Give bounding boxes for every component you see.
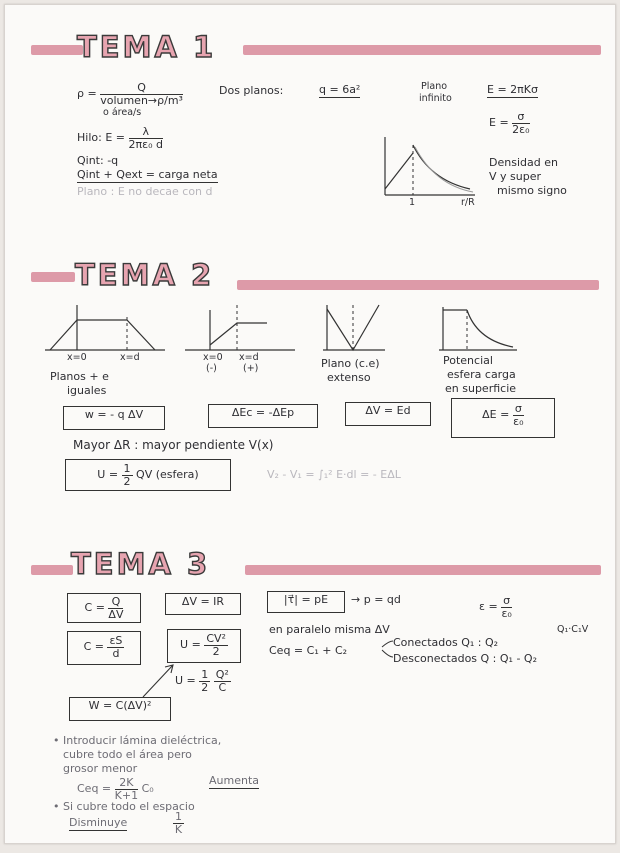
rho-formula: ρ = $\frac{Q}{\text{volumen→ρ/m³}}$ xyxy=(77,81,183,107)
g1-left-label: x=0 xyxy=(67,352,87,363)
g1-right-label: x=d xyxy=(120,352,140,363)
graph-axis-label: r/R xyxy=(461,197,475,208)
formula-box-c2: C = $\frac{\varepsilon S}{d}$ xyxy=(67,631,141,665)
formula-box-w-c: W = C(ΔV)² xyxy=(69,697,171,721)
qv-note: Q₁·C₁V xyxy=(557,624,589,635)
formula-box-ohm: ΔV = IR xyxy=(165,593,241,615)
formula-box-u: U = $\frac{1}{2}$ QV (esfera) xyxy=(65,459,231,491)
potencial-label-1: Potencial xyxy=(443,354,493,367)
hilo-formula: Hilo: E = $\frac{\lambda}{\text{2πε₀ d}}$ xyxy=(77,125,163,151)
tema2-title: TEMA 2 xyxy=(75,258,215,292)
dipole-arrow-text: → p = qd xyxy=(351,593,401,606)
disminuye-fraction: $\frac{1}{K}$ xyxy=(174,810,183,836)
e-sigma-formula: E = $\frac{\sigma}{\text{2ε₀}}$ xyxy=(489,110,530,136)
densidad-line-2: V y super xyxy=(489,170,542,183)
bullet1-line-2: cubre todo el área pero xyxy=(63,748,192,761)
desconectados-text: Desconectados Q : Q₁ - Q₂ xyxy=(393,652,537,665)
v2-v1-faint: V₂ - V₁ = ∫₁² E·dl = - EΔL xyxy=(267,468,401,481)
formula-box-w: w = - q ΔV xyxy=(63,406,165,430)
paralelo-text: en paralelo misma ΔV xyxy=(269,623,390,636)
notes-page xyxy=(4,4,616,844)
plano-ce-label-1: Plano (c.e) xyxy=(321,357,380,370)
qint-sum-text: Qint + Qext = carga neta xyxy=(77,168,218,181)
u-q-formula: U = $\frac{1}{2}$ $\frac{\text{Q²}}{C}$ xyxy=(175,668,229,694)
g2-left-label: x=0 xyxy=(203,352,223,363)
plano-faint-text: Plano : E no decae con d xyxy=(77,185,213,198)
formula-box-ec: ΔEc = -ΔEp xyxy=(208,404,318,428)
densidad-line-1: Densidad en xyxy=(489,156,558,169)
ceq-dielectric-formula: Ceq = $\frac{2K}{K+1}$ C₀ xyxy=(77,776,154,802)
bullet1-line-3: grosor menor xyxy=(63,762,138,775)
plano-infinito-label-1: Plano xyxy=(421,81,448,92)
formula-box-u-cv: U = $\frac{\text{CV²}}{2}$ xyxy=(167,629,241,663)
conectados-text: Conectados Q₁ : Q₂ xyxy=(393,636,499,649)
potencial-label-2: esfera carga xyxy=(447,368,516,381)
formula-box-c: C = $\frac{Q}{\Delta V}$ xyxy=(67,593,141,623)
plano-ce-label-2: extenso xyxy=(327,371,371,384)
g2-left-sub: (-) xyxy=(206,363,217,374)
disminuye-text: Disminuye xyxy=(69,816,128,829)
ceq-text: Ceq = C₁ + C₂ xyxy=(269,644,348,657)
rho-extra: o área/s xyxy=(103,107,142,118)
plano-infinito-label-2: infinito xyxy=(419,93,452,104)
tema3-title: TEMA 3 xyxy=(71,547,211,581)
dos-planos-formula: q = 6a² xyxy=(319,83,361,96)
formula-box-torque: |τ⃗| = pE xyxy=(267,591,345,613)
formula-box-de: ΔE = $\frac{\sigma}{\text{ε₀}}$ xyxy=(451,398,555,438)
planos-label-1: Planos + e xyxy=(50,370,109,383)
eps-formula: ε = $\frac{\sigma}{\text{ε₀}}$ xyxy=(479,594,512,620)
dos-planos-label: Dos planos: xyxy=(219,84,284,97)
bullet2-line: • Si cubre todo el espacio xyxy=(53,800,195,813)
potencial-label-3: en superficie xyxy=(445,382,517,395)
formula-box-dv: ΔV = Ed xyxy=(345,402,431,426)
graph-tick-label: 1 xyxy=(409,197,416,208)
tema1-title: TEMA 1 xyxy=(77,30,217,64)
planos-label-2: iguales xyxy=(67,384,107,397)
densidad-line-3: mismo signo xyxy=(497,184,567,197)
aumenta-text: Aumenta xyxy=(209,774,260,787)
tema3-arrow xyxy=(5,5,620,853)
g2-right-label: x=d xyxy=(239,352,259,363)
g2-right-sub: (+) xyxy=(243,363,259,374)
plano-infinito-formula: E = 2πKσ xyxy=(487,83,538,96)
qint-text: Qint: -q xyxy=(77,154,119,167)
mayor-pendiente-text: Mayor ΔR : mayor pendiente V(x) xyxy=(73,438,274,452)
bullet1-line-1: • Introducir lámina dieléctrica, xyxy=(53,734,222,747)
